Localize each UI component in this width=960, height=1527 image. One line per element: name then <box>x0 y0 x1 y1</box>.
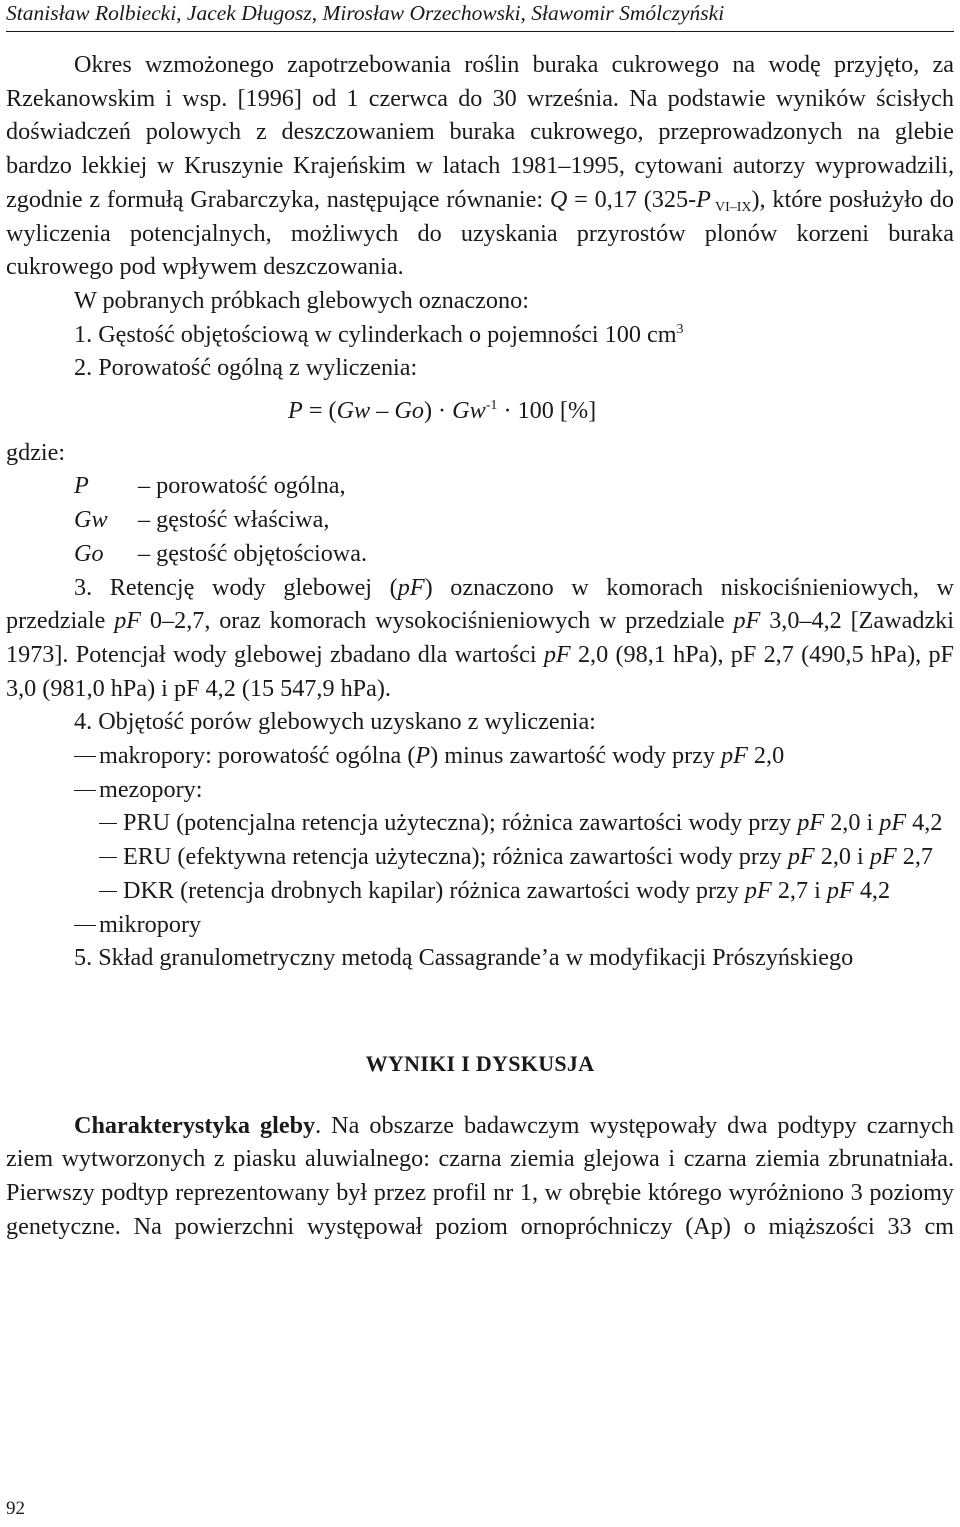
item-5: 5. Skład granulometryczny metodą Cassagrande’a w modyfikacji Prószyńskiego <box>74 944 854 972</box>
var-p: P <box>288 397 303 425</box>
item-2: 2. Porowatość ogólną z wyliczenia: <box>74 354 418 382</box>
text-run: makropory: porowatość ogólna ( <box>99 742 416 770</box>
text-run: 2,0 i <box>824 809 880 837</box>
text-run: = ( <box>302 397 337 425</box>
definition-row <box>6 503 954 537</box>
text-run: ) minus zawartość wody przy <box>430 742 721 770</box>
var-pf: pF <box>733 607 761 635</box>
item-3 <box>6 571 954 706</box>
var-pf: pF <box>787 843 815 871</box>
superscript: 3 <box>676 321 684 337</box>
var-pf: pF <box>721 742 748 770</box>
text-run: 4,2 <box>853 876 891 904</box>
def-desc: – gęstość właściwa, <box>138 506 330 534</box>
list-item-dkr <box>6 874 954 908</box>
line-pobranych: W pobranych próbkach glebowych oznaczono: <box>74 286 529 314</box>
page-body <box>6 48 954 1243</box>
text-run: DKR (retencja drobnych kapilar) różnica zawartości wody przy <box>123 876 745 904</box>
text-run: ERU (efektywna retencja użyteczna); różnica zawartości wody przy <box>123 843 788 871</box>
text-run: 2,0 i <box>814 843 870 871</box>
var-pf: pF <box>826 876 854 904</box>
paragraph-okres <box>6 48 954 284</box>
var-pf: pF <box>114 607 142 635</box>
gdzie-label: gdzie: <box>6 438 66 466</box>
text-run: – <box>370 397 395 425</box>
text-run: 3. Retencję wody glebowej ( <box>74 573 398 601</box>
item-1 <box>6 318 954 352</box>
definition-row <box>6 469 954 503</box>
def-desc: – porowatość ogólna, <box>138 472 346 500</box>
page-number: 92 <box>6 1498 25 1519</box>
superscript: -1 <box>485 398 498 414</box>
section-heading: WYNIKI I DYSKUSJA <box>365 1050 595 1076</box>
var-gw: Gw <box>336 397 371 425</box>
definition-row <box>6 537 954 571</box>
var-q: Q <box>549 185 568 213</box>
text-run: 2,7 i <box>771 876 827 904</box>
def-desc: – gęstość objętościowa. <box>138 539 368 567</box>
subscript: VI–IX <box>710 199 752 215</box>
item-4: 4. Objętość porów glebowych uzyskano z wyliczenia: <box>74 708 596 736</box>
text-run: . Na obszarze badawczym występowały dwa podtypy czarnych ziem wytworzonych z piasku aluwialnego: czarna ziemia glejowa i czarna ziemia zbrunatniała. Pierwszy podtyp reprezentowany był przez profil nr 1, w obrębie którego wyróżniono 3 poziomy genetyczne. Na powierzchni występował poziom ornopróchniczy (Ap) o miąższości 33 cm <box>6 1111 954 1240</box>
dash-icon <box>6 739 99 773</box>
text-run: PRU (potencjalna retencja użyteczna); różnica zawartości wody przy <box>123 809 798 837</box>
var-go: Go <box>394 397 424 425</box>
text-run: Okres wzmożonego zapotrzebowania roślin buraka cukrowego na wodę przyjęto, za Rzekanowskim i wsp. [1996] od 1 czerwca do 30 września. Na podstawie wyników ścisłych doświadczeń polowych z deszczowaniem buraka cukrowego, przeprowadzonych na glebie bardzo lekkiej w Kruszynie Krajeńskim w latach 1981–1995, cytowani autorzy wyprowadzili, zgodnie z formułą Grabarczyka, następujące równanie: <box>6 51 954 213</box>
var-gw: Gw <box>452 397 486 425</box>
list-item-mikropory <box>6 908 954 942</box>
text-run: ) oznaczono w komorach niskociśnieniowych, w przedziale <box>6 573 955 635</box>
list-item-pru <box>6 806 954 840</box>
dash-icon <box>99 874 123 908</box>
text-run: mikropory <box>99 910 202 938</box>
list-item-mezopory <box>6 773 954 807</box>
text-run: 2,7 <box>896 843 933 871</box>
dash-icon <box>6 908 99 942</box>
var-pf: pF <box>879 809 907 837</box>
text-run: ), które posłużyło do wyliczenia potencjalnych, możliwych do uzyskania przyrostów plonów korzeni buraka cukrowego pod wpływem deszczowania. <box>6 185 954 281</box>
dash-icon <box>99 840 123 874</box>
var-pf: pF <box>543 640 571 668</box>
list-item-makropory <box>6 739 954 773</box>
var-p: P <box>415 742 431 770</box>
text-run: 3,0–4,2 [Zawadzki 1973]. Potencjał wody glebowej zbadano dla wartości <box>6 607 954 668</box>
list-item-eru <box>6 840 954 874</box>
dash-icon <box>6 773 99 807</box>
text-run: 4,2 <box>906 809 943 837</box>
text-run: · 100 [%] <box>497 397 597 425</box>
paragraph-charakterystyka <box>6 1109 954 1244</box>
text-run: ) · <box>423 397 453 425</box>
formula-porowatosc <box>6 385 954 436</box>
var-pf: pF <box>797 809 825 837</box>
dash-icon <box>99 806 123 840</box>
text-run: 2,0 (98,1 hPa), pF 2,7 (490,5 hPa), pF 3,0 (981,0 hPa) i pF 4,2 (15 547,9 hPa). <box>6 640 955 702</box>
text-run: 2,0 <box>747 742 785 770</box>
bold-lead: Charakterystyka gleby <box>74 1111 316 1139</box>
header-rule <box>6 31 954 32</box>
running-header: Stanisław Rolbiecki, Jacek Długosz, Mirosław Orzechowski, Sławomir Smólczyński <box>6 1 725 25</box>
text-run: 0–2,7, oraz komorach wysokociśnieniowych w przedziale <box>141 607 734 635</box>
var-pf: pF <box>397 573 425 601</box>
text-run: = 0,17 (325- <box>567 185 697 213</box>
text-run: 1. Gęstość objętościową w cylinderkach o pojemności 100 cm <box>74 320 677 348</box>
text-run: mezopory: <box>99 775 203 803</box>
var-pf: pF <box>744 876 772 904</box>
var-p: P <box>696 185 711 213</box>
def-symbol: P <box>74 472 89 500</box>
def-symbol: Go <box>74 539 104 567</box>
def-symbol: Gw <box>74 506 108 534</box>
var-pf: pF <box>869 843 897 871</box>
